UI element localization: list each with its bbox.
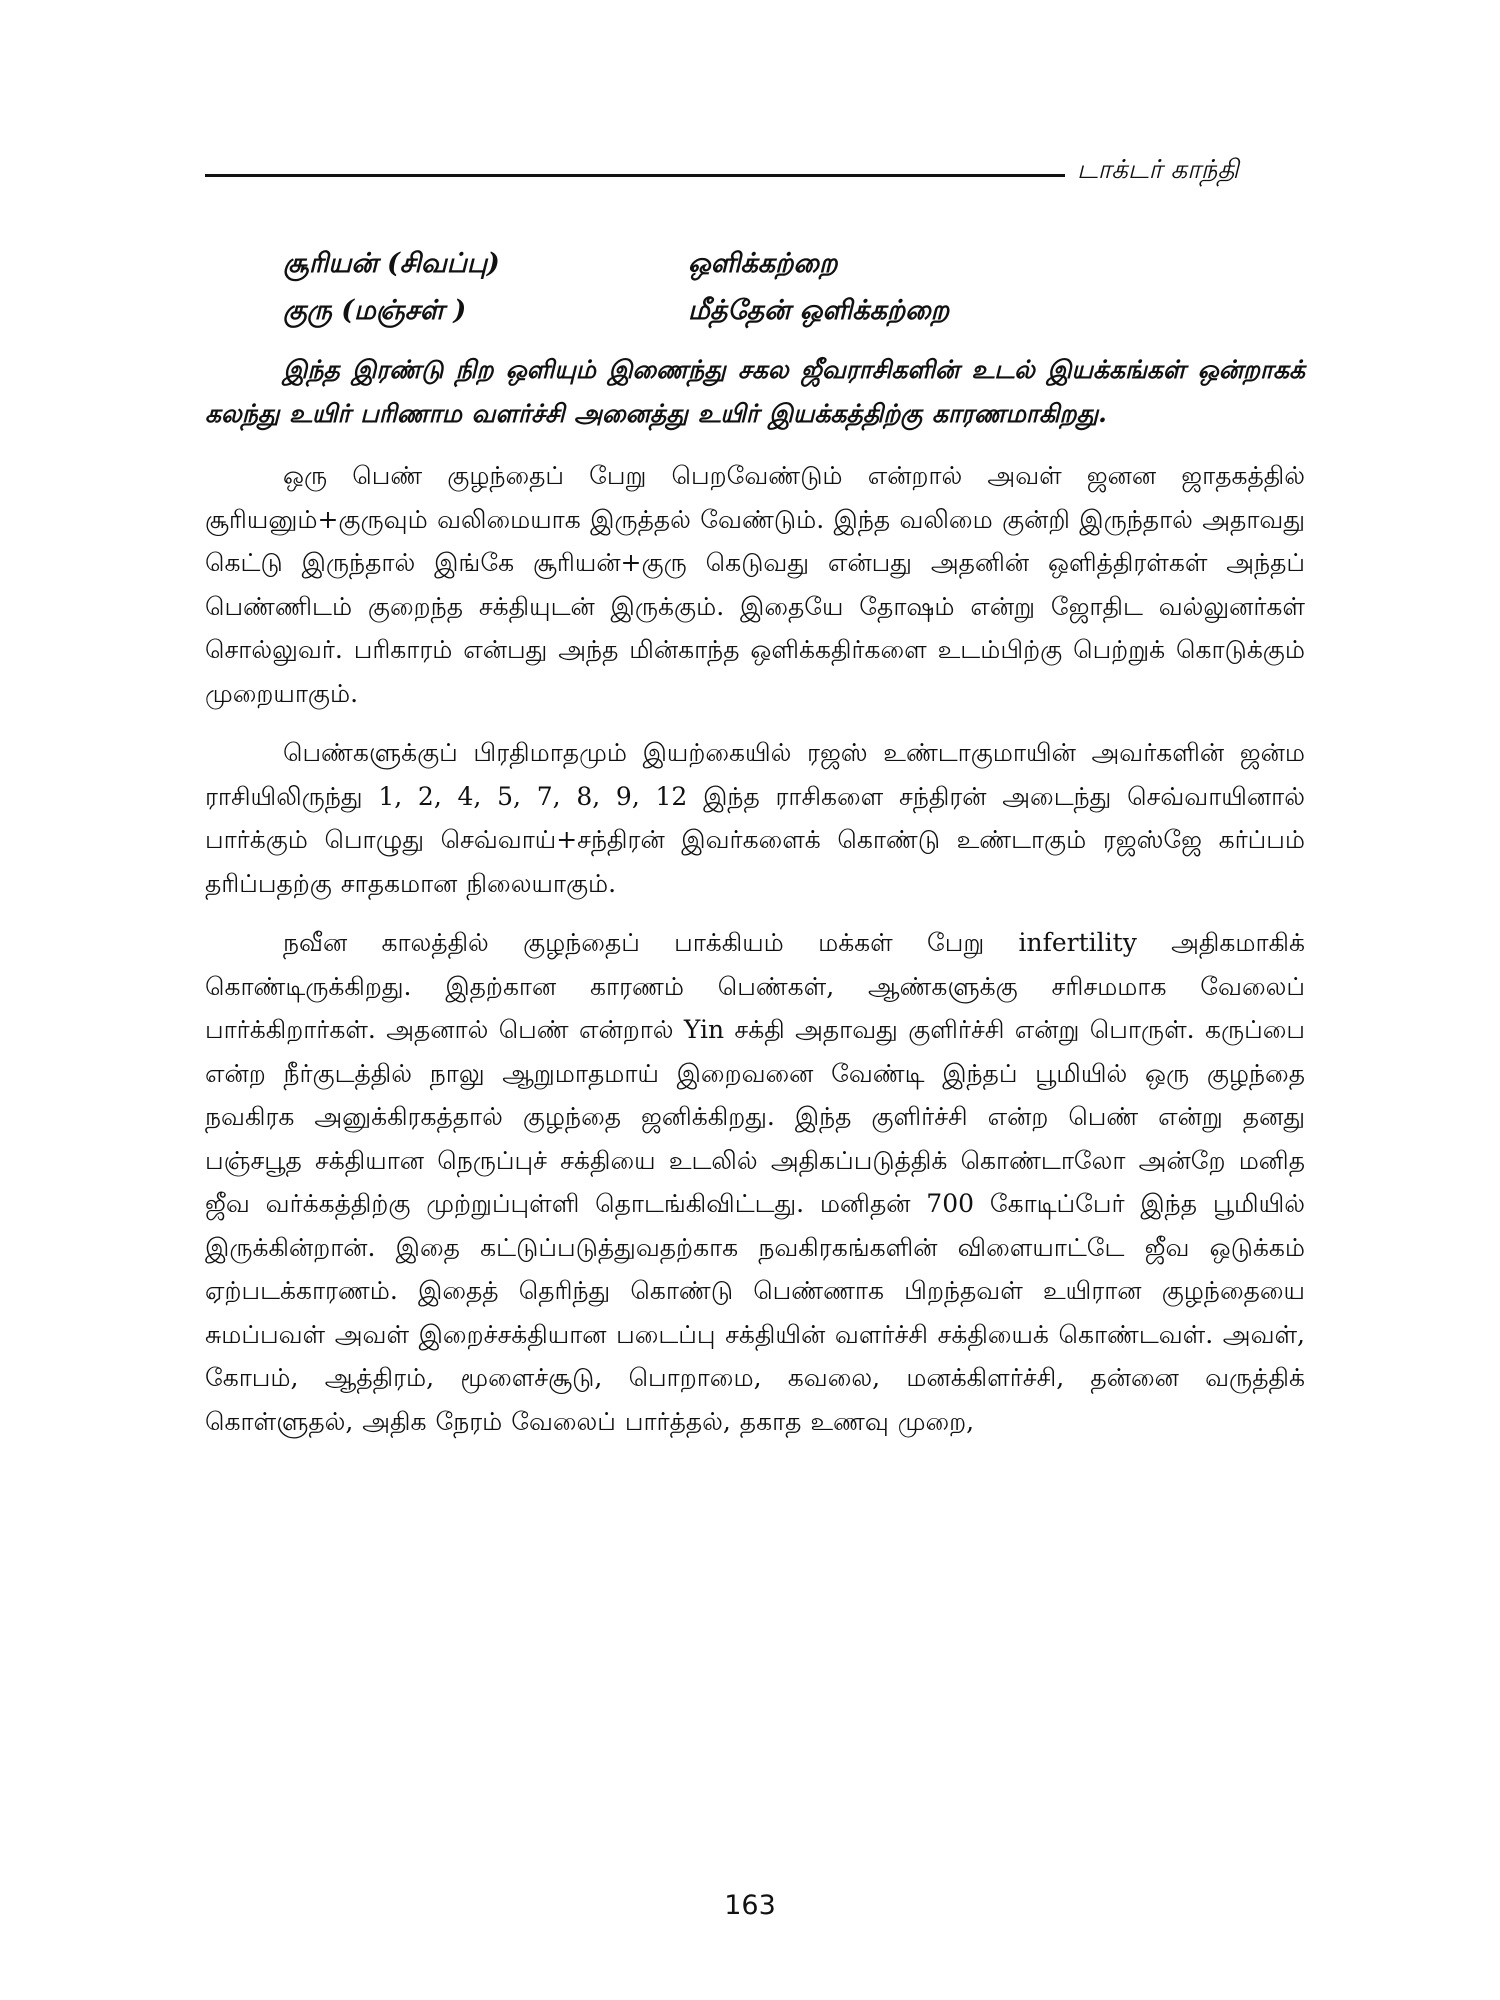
- pair-ray: மீத்தேன் ஒளிக்கற்றை: [688, 295, 950, 326]
- paragraph: ஒரு பெண் குழந்தைப் பேறு பெறவேண்டும் என்றால் அவள் ஜனன ஜாதகத்தில் சூரியனும்+குருவும் வலிமையாக இருத்தல் வேண்டும். இந்த வலிமை குன்றி இருந்தால் அதாவது கெட்டு இருந்தால் இங்கே சூரியன்+குரு கெடுவது என்பது அதனின் ஒளித்திரள்கள் அந்தப் பெண்ணிடம் குறைந்த சக்தியுடன் இருக்கும். இதையே தோஷம் என்று ஜோதிட வல்லுனர்கள் சொல்லுவர். பரிகாரம் என்பது அந்த மின்காந்த ஒளிக்கதிர்களை உடம்பிற்கு பெற்றுக் கொடுக்கும் முறையாகும்.: [205, 461, 1305, 708]
- running-head: டாக்டர் காந்தி: [1077, 155, 1239, 185]
- page-number: 163: [724, 1890, 776, 1921]
- pair-planet: குரு (மஞ்சள் ): [283, 295, 467, 326]
- pair-row-guru: [283, 287, 1305, 334]
- pair-planet: சூரியன் (சிவப்பு): [283, 248, 500, 279]
- header-rule: [205, 174, 1065, 177]
- pair-row-sun: [283, 240, 1305, 287]
- pair-ray: ஒளிக்கற்றை: [688, 248, 838, 279]
- paragraph: பெண்களுக்குப் பிரதிமாதமும் இயற்கையில் ரஜஸ் உண்டாகுமாயின் அவர்களின் ஜன்ம ராசியிலிருந்து 1, 2, 4, 5, 7, 8, 9, 12 இந்த ராசிகளை சந்திரன் அடைந்து செவ்வாயினால் பார்க்கும் பொழுது செவ்வாய்+சந்திரன் இவர்களைக் கொண்டு உண்டாகும் ரஜஸ்ஜே கர்ப்பம் தரிப்பதற்கு சாதகமான நிலையாகும்.: [205, 738, 1305, 898]
- body-text: [205, 240, 1305, 1459]
- color-light-pairs: [283, 240, 1305, 334]
- paragraph: நவீன காலத்தில் குழந்தைப் பாக்கியம் மக்கள் பேறு infertility அதிகமாகிக் கொண்டிருக்கிறது. இதற்கான காரணம் பெண்கள், ஆண்களுக்கு சரிசமமாக வேலைப் பார்க்கிறார்கள். அதனால் பெண் என்றால் Yin சக்தி அதாவது குளிர்ச்சி என்று பொருள். கருப்பை என்ற நீர்குடத்தில் நாலு ஆறுமாதமாய் இறைவனை வேண்டி இந்தப் பூமியில் ஒரு குழந்தை நவகிரக அனுக்கிரகத்தால் குழந்தை ஜனிக்கிறது. இந்த குளிர்ச்சி என்ற பெண் என்று தனது பஞ்சபூத சக்தியான நெருப்புச் சக்தியை உடலில் அதிகப்படுத்திக் கொண்டாலோ அன்றே மனித ஜீவ வர்க்கத்திற்கு முற்றுப்புள்ளி தொடங்கிவிட்டது. மனிதன் 700 கோடிப்பேர் இந்த பூமியில் இருக்கின்றான். இதை கட்டுப்படுத்துவதற்காக நவகிரகங்களின் விளையாட்டே ஜீவ ஒடுக்கம் ஏற்படக்காரணம். இதைத் தெரிந்து கொண்டு பெண்ணாக பிறந்தவள் உயிரான குழந்தையை சுமப்பவள் அவள் இறைச்சக்தியான படைப்பு சக்தியின் வளர்ச்சி சக்தியைக் கொண்டவள். அவள், கோபம், ஆத்திரம், மூளைச்சூடு, பொறாமை, கவலை, மனக்கிளர்ச்சி, தன்னை வருத்திக் கொள்ளுதல், அதிக நேரம் வேலைப் பார்த்தல், தகாத உணவு முறை,: [205, 928, 1306, 1436]
- paragraph-bold: இந்த இரண்டு நிற ஒளியும் இணைந்து சகல ஜீவராசிகளின் உடல் இயக்கங்கள் ஒன்றாகக் கலந்து உயிர் பரிணாம வளர்ச்சி அனைத்து உயிர் இயக்கத்திற்கு காரணமாகிறது.: [205, 355, 1305, 428]
- page-header: [205, 150, 1305, 190]
